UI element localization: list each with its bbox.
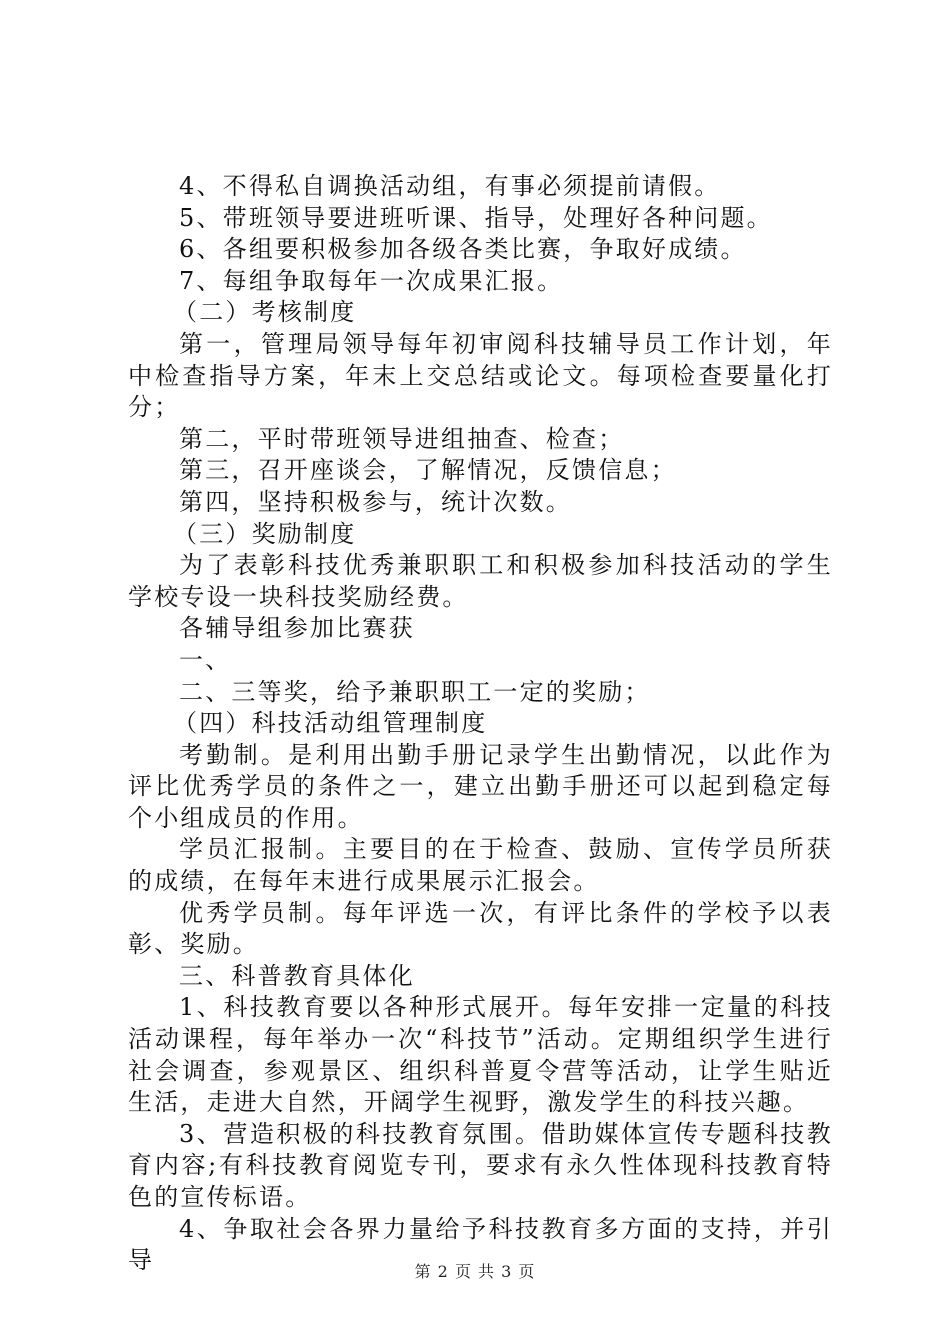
assessment-item-1: 第一，管理局领导每年初审阅科技辅导员工作计划，年中检查指导方案，年末上交总结或论文。每项检查要量化打分； <box>128 329 833 422</box>
section-heading-group-management: （四）科技活动组管理制度 <box>173 709 488 738</box>
science-item-4: 4、争取社会各界力量给予科技教育多方面的支持，并引导 <box>128 1214 833 1275</box>
science-item-3: 3、营造积极的科技教育氛围。借助媒体宣传专题科技教育内容;有科技教育阅览专刊，要求有永久性体现科技教育特色的宣传标语。 <box>128 1119 833 1211</box>
rewards-paragraph: 为了表彰科技优秀兼职职工和积极参加科技活动的学生学校专设一块科技奖励经费。 <box>128 551 833 611</box>
assessment-item-3: 第三，召开座谈会，了解情况，反馈信息； <box>179 456 677 485</box>
rewards-line-1: 各辅导组参加比赛获 <box>179 614 415 643</box>
section-heading-assessment: （二）考核制度 <box>173 298 357 327</box>
rule-item-5: 5、带班领导要进班听课、指导，处理好各种问题。 <box>179 203 773 232</box>
section-heading-rewards: （三）奖励制度 <box>173 519 357 548</box>
page-footer: 第 2 页 共 3 页 <box>414 1262 536 1281</box>
rewards-line-2: 一、 <box>179 645 232 674</box>
rewards-line-3: 二、三等奖，给予兼职职工一定的奖励； <box>179 677 651 706</box>
section-heading-science-education: 三、科普教育具体化 <box>179 961 415 990</box>
excellent-student-paragraph: 优秀学员制。每年评选一次，有评比条件的学校予以表彰、奖励。 <box>128 898 833 959</box>
rule-item-6: 6、各组要积极参加各级各类比赛，争取好成绩。 <box>179 235 747 264</box>
assessment-item-4: 第四，坚持积极参与，统计次数。 <box>179 487 572 516</box>
assessment-item-2: 第二，平时带班领导进组抽查、检查； <box>179 424 625 453</box>
science-item-1: 1、科技教育要以各种形式展开。每年安排一定量的科技活动课程，每年举办一次“科技节”活动。定期组织学生进行社会调查，参观景区、组织科普夏令营等活动，让学生贴近生活，走进大自然，开阔学生视野，激发学生的科技兴趣。 <box>128 993 833 1117</box>
document-body <box>128 171 833 1277</box>
attendance-paragraph: 考勤制。是利用出勤手册记录学生出勤情况，以此作为评比优秀学员的条件之一，建立出勤手册还可以起到稳定每个小组成员的作用。 <box>128 740 833 832</box>
rule-item-4: 4、不得私自调换活动组，有事必须提前请假。 <box>179 172 721 200</box>
report-paragraph: 学员汇报制。主要目的在于检查、鼓励、宣传学员所获的成绩，在每年末进行成果展示汇报会。 <box>128 835 833 896</box>
rule-item-7: 7、每组争取每年一次成果汇报。 <box>179 266 564 295</box>
